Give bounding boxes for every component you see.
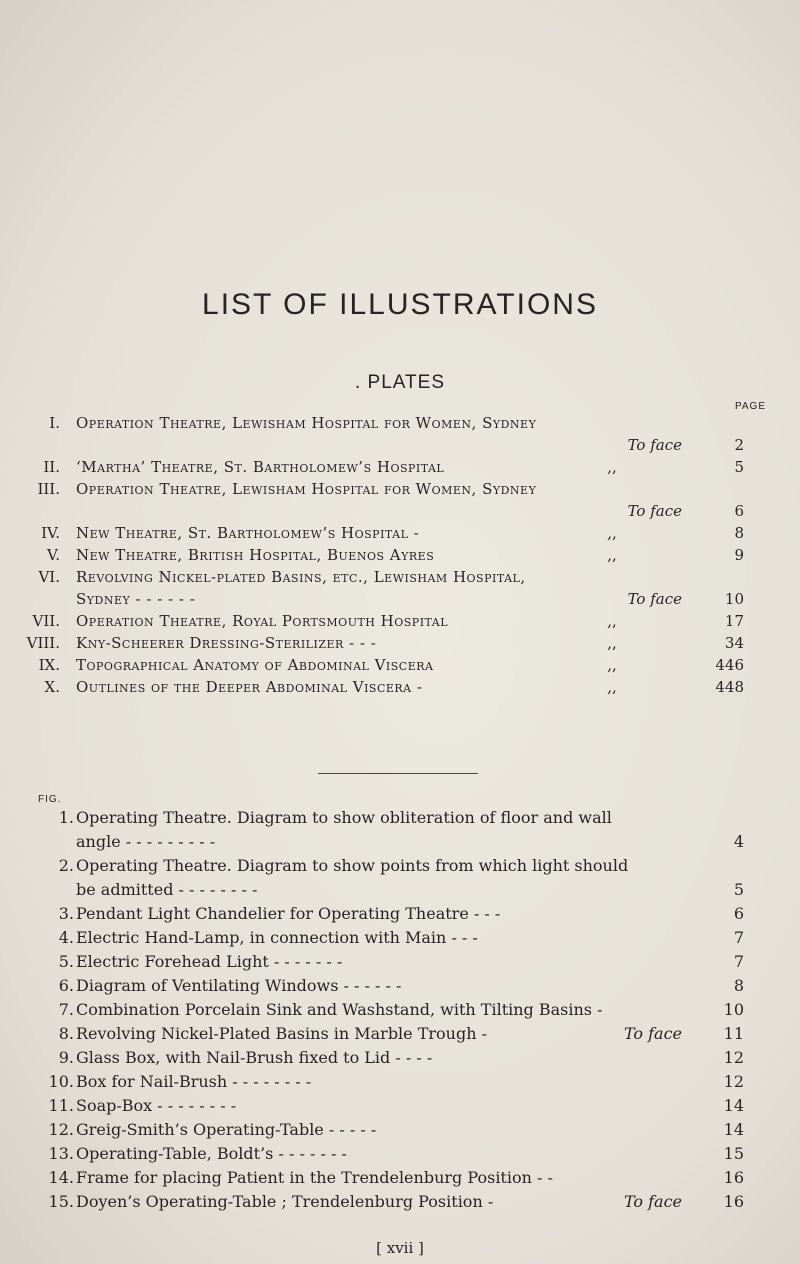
figure-entry <box>0 854 800 878</box>
figure-title: Operating-Table, Boldt’s - - - - - - - <box>76 1144 347 1163</box>
plate-entry <box>0 412 800 434</box>
figure-entry <box>0 974 800 998</box>
ditto-mark: ,, <box>607 546 617 564</box>
figure-page-number: 15 <box>723 1144 744 1163</box>
figure-title: Soap-Box - - - - - - - - <box>76 1096 237 1115</box>
figure-page-number: 11 <box>723 1024 744 1043</box>
plate-page-number: 448 <box>715 678 744 696</box>
plate-page-number: 446 <box>715 656 744 674</box>
figure-number: 6. <box>58 976 74 995</box>
figure-page-number: 12 <box>723 1072 744 1091</box>
figure-entry <box>0 1070 800 1094</box>
plates-heading: . PLATES <box>354 372 445 393</box>
plate-page-number: 10 <box>724 590 744 608</box>
plate-entry <box>0 676 800 698</box>
plate-number: II. <box>43 458 60 476</box>
plate-number: I. <box>49 414 60 432</box>
figure-title: Greig-Smith’s Operating-Table - - - - - <box>76 1120 377 1139</box>
plate-entry <box>0 456 800 478</box>
figure-title: Combination Porcelain Sink and Washstand, with Tilting Basins - <box>76 1000 603 1019</box>
plate-number: IX. <box>38 656 60 674</box>
figure-title: Diagram of Ventilating Windows - - - - - - <box>76 976 402 995</box>
figure-page-number: 7 <box>733 928 744 947</box>
figure-entry <box>0 878 800 902</box>
plate-entry <box>0 500 800 522</box>
plate-page-number: 34 <box>724 634 744 652</box>
plate-number: V. <box>47 546 60 564</box>
figure-number: 8. <box>58 1024 74 1043</box>
figure-entry <box>0 1190 800 1214</box>
figure-page-number: 7 <box>733 952 744 971</box>
plate-title: Topographical Anatomy of Abdominal Viscera <box>76 656 434 674</box>
figure-entry <box>0 1094 800 1118</box>
figure-entry <box>0 950 800 974</box>
plates-list <box>0 412 800 698</box>
plate-entry <box>0 632 800 654</box>
figure-number: 2. <box>58 856 74 875</box>
figure-title: Operating Theatre. Diagram to show points from which light should <box>76 856 629 875</box>
ditto-mark: ,, <box>607 678 617 696</box>
to-face-label: To face <box>623 1024 682 1043</box>
plate-entry <box>0 544 800 566</box>
figure-number: 4. <box>58 928 74 947</box>
plate-number: VI. <box>38 568 60 586</box>
figure-title: Operating Theatre. Diagram to show obliteration of floor and wall <box>76 808 612 827</box>
figure-number: 14. <box>48 1168 74 1187</box>
figure-number: 10. <box>48 1072 74 1091</box>
plate-entry <box>0 522 800 544</box>
figure-title: Box for Nail-Brush - - - - - - - - <box>76 1072 312 1091</box>
ditto-mark: ,, <box>607 458 617 476</box>
plate-title: Operation Theatre, Royal Portsmouth Hospital <box>76 612 449 630</box>
figure-number: 11. <box>48 1096 74 1115</box>
figure-entry <box>0 1046 800 1070</box>
figure-number: 5. <box>58 952 74 971</box>
figure-entry <box>0 1022 800 1046</box>
to-face-label: To face <box>627 590 682 608</box>
plate-title: Operation Theatre, Lewisham Hospital for Women, Sydney <box>76 414 537 432</box>
figure-number: 12. <box>48 1120 74 1139</box>
to-face-label: To face <box>623 1192 682 1211</box>
ditto-mark: ,, <box>607 524 617 542</box>
section-divider <box>318 773 478 774</box>
plate-number: VIII. <box>26 634 60 652</box>
figure-title: Electric Hand-Lamp, in connection with Main - - - <box>76 928 478 947</box>
figure-page-number: 16 <box>723 1168 744 1187</box>
figure-entry <box>0 1142 800 1166</box>
figures-label: FIG. <box>38 794 62 805</box>
figure-page-number: 14 <box>723 1096 744 1115</box>
figure-page-number: 5 <box>733 880 744 899</box>
figure-entry <box>0 830 800 854</box>
plate-title: Sydney - - - - - - <box>76 590 196 608</box>
plate-page-number: 5 <box>734 458 744 476</box>
plate-number: III. <box>37 480 60 498</box>
plate-entry <box>0 434 800 456</box>
figure-entry <box>0 1166 800 1190</box>
figure-page-number: 4 <box>733 832 744 851</box>
figure-entry <box>0 998 800 1022</box>
figure-entry <box>0 926 800 950</box>
plate-number: X. <box>44 678 60 696</box>
page-heading: LIST OF ILLUSTRATIONS <box>202 288 598 321</box>
figure-page-number: 12 <box>723 1048 744 1067</box>
figure-number: 3. <box>58 904 74 923</box>
to-face-label: To face <box>627 502 682 520</box>
to-face-label: To face <box>627 436 682 454</box>
plate-title: New Theatre, St. Bartholomew’s Hospital - <box>76 524 420 542</box>
figure-title: Doyen’s Operating-Table ; Trendelenburg Position - <box>76 1192 494 1211</box>
figure-title: Pendant Light Chandelier for Operating Theatre - - - <box>76 904 501 923</box>
plate-page-number: 9 <box>734 546 744 564</box>
ditto-mark: ,, <box>607 612 617 630</box>
figures-list <box>0 806 800 1214</box>
figure-page-number: 6 <box>733 904 744 923</box>
figure-entry <box>0 1118 800 1142</box>
ditto-mark: ,, <box>607 634 617 652</box>
plate-entry <box>0 654 800 676</box>
plate-title: ‘Martha’ Theatre, St. Bartholomew’s Hospital <box>76 458 445 476</box>
figure-entry <box>0 902 800 926</box>
plate-entry <box>0 478 800 500</box>
figure-page-number: 14 <box>723 1120 744 1139</box>
figure-number: 13. <box>48 1144 74 1163</box>
figure-page-number: 8 <box>733 976 744 995</box>
plate-title: Outlines of the Deeper Abdominal Viscera - <box>76 678 423 696</box>
figure-title: Revolving Nickel-Plated Basins in Marble Trough - <box>76 1024 488 1043</box>
page-folio: [ xvii ] <box>376 1239 424 1257</box>
figure-title: be admitted - - - - - - - - <box>76 880 258 899</box>
ditto-mark: ,, <box>607 656 617 674</box>
figure-entry <box>0 806 800 830</box>
plate-entry <box>0 610 800 632</box>
plate-entry <box>0 588 800 610</box>
figure-page-number: 16 <box>723 1192 744 1211</box>
plate-page-number: 17 <box>724 612 744 630</box>
figure-number: 9. <box>58 1048 74 1067</box>
plate-entry <box>0 566 800 588</box>
plate-number: IV. <box>41 524 60 542</box>
plate-number: VII. <box>32 612 60 630</box>
figure-title: Glass Box, with Nail-Brush fixed to Lid - - - - <box>76 1048 433 1067</box>
plate-page-number: 2 <box>734 436 744 454</box>
plate-title: Kny-Scheerer Dressing-Sterilizer - - - <box>76 634 377 652</box>
plate-title: Operation Theatre, Lewisham Hospital for Women, Sydney <box>76 480 537 498</box>
plate-page-number: 6 <box>734 502 744 520</box>
figure-page-number: 10 <box>723 1000 744 1019</box>
figure-number: 1. <box>58 808 74 827</box>
figure-number: 7. <box>58 1000 74 1019</box>
figure-title: Electric Forehead Light - - - - - - - <box>76 952 343 971</box>
figure-title: Frame for placing Patient in the Trendelenburg Position - - <box>76 1168 553 1187</box>
plate-title: Revolving Nickel-plated Basins, etc., Lewisham Hospital, <box>76 568 526 586</box>
plate-title: New Theatre, British Hospital, Buenos Ayres <box>76 546 435 564</box>
figure-title: angle - - - - - - - - - <box>76 832 216 851</box>
page-column-label: PAGE <box>734 401 766 412</box>
figure-number: 15. <box>48 1192 74 1211</box>
plate-page-number: 8 <box>734 524 744 542</box>
